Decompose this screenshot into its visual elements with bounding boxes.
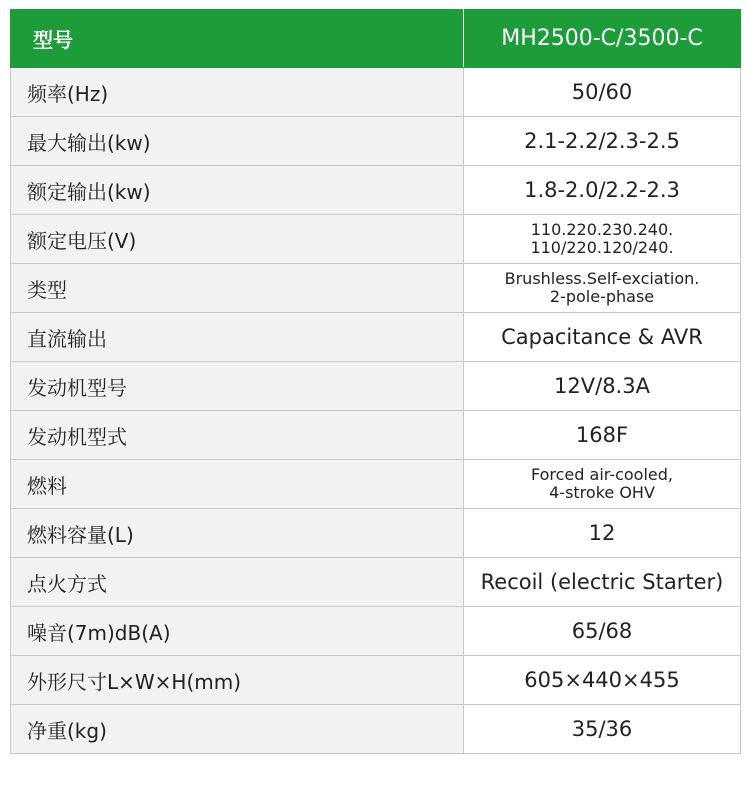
row-value-line: 110.220.230.240. xyxy=(530,220,674,239)
table-row xyxy=(11,705,741,754)
table-row xyxy=(11,166,741,215)
table-row xyxy=(11,117,741,166)
row-value: 65/68 xyxy=(464,607,741,656)
row-value: 12 xyxy=(464,509,741,558)
row-value-line: 4-stroke OHV xyxy=(549,483,655,502)
row-value: 2.1-2.2/2.3-2.5 xyxy=(464,117,741,166)
row-label: 燃料 xyxy=(11,460,464,509)
table-row xyxy=(11,607,741,656)
row-value xyxy=(464,215,741,264)
row-label: 净重(kg) xyxy=(11,705,464,754)
table-row xyxy=(11,362,741,411)
row-label: 额定电压(V) xyxy=(11,215,464,264)
row-value: Capacitance & AVR xyxy=(464,313,741,362)
row-value: 605×440×455 xyxy=(464,656,741,705)
header-label: 型号 xyxy=(11,10,464,68)
table-row xyxy=(11,68,741,117)
table-row xyxy=(11,509,741,558)
row-label: 直流输出 xyxy=(11,313,464,362)
row-value: 50/60 xyxy=(464,68,741,117)
row-label: 发动机型号 xyxy=(11,362,464,411)
row-value-line: 2-pole-phase xyxy=(549,287,655,306)
row-value: 12V/8.3A xyxy=(464,362,741,411)
row-value-line: Forced air-cooled, xyxy=(530,465,673,484)
table-header-row xyxy=(11,10,741,68)
row-label: 点火方式 xyxy=(11,558,464,607)
row-value-line: Brushless.Self-exciation. xyxy=(504,269,700,288)
row-value: Recoil (electric Starter) xyxy=(464,558,741,607)
table-row xyxy=(11,558,741,607)
row-value xyxy=(464,460,741,509)
table-row xyxy=(11,411,741,460)
table-row xyxy=(11,656,741,705)
row-value-line: 110/220.120/240. xyxy=(530,238,674,257)
row-label: 类型 xyxy=(11,264,464,313)
header-model-value: MH2500-C/3500-C xyxy=(464,10,741,68)
row-value xyxy=(464,264,741,313)
table-row xyxy=(11,215,741,264)
row-label: 发动机型式 xyxy=(11,411,464,460)
row-value: 35/36 xyxy=(464,705,741,754)
row-label: 燃料容量(L) xyxy=(11,509,464,558)
row-label: 外形尺寸L×W×H(mm) xyxy=(11,656,464,705)
row-value: 168F xyxy=(464,411,741,460)
row-value: 1.8-2.0/2.2-2.3 xyxy=(464,166,741,215)
row-label: 噪音(7m)dB(A) xyxy=(11,607,464,656)
row-label: 最大输出(kw) xyxy=(11,117,464,166)
table-row xyxy=(11,460,741,509)
spec-table xyxy=(10,9,741,754)
table-row xyxy=(11,313,741,362)
row-label: 频率(Hz) xyxy=(11,68,464,117)
row-label: 额定输出(kw) xyxy=(11,166,464,215)
table-row xyxy=(11,264,741,313)
